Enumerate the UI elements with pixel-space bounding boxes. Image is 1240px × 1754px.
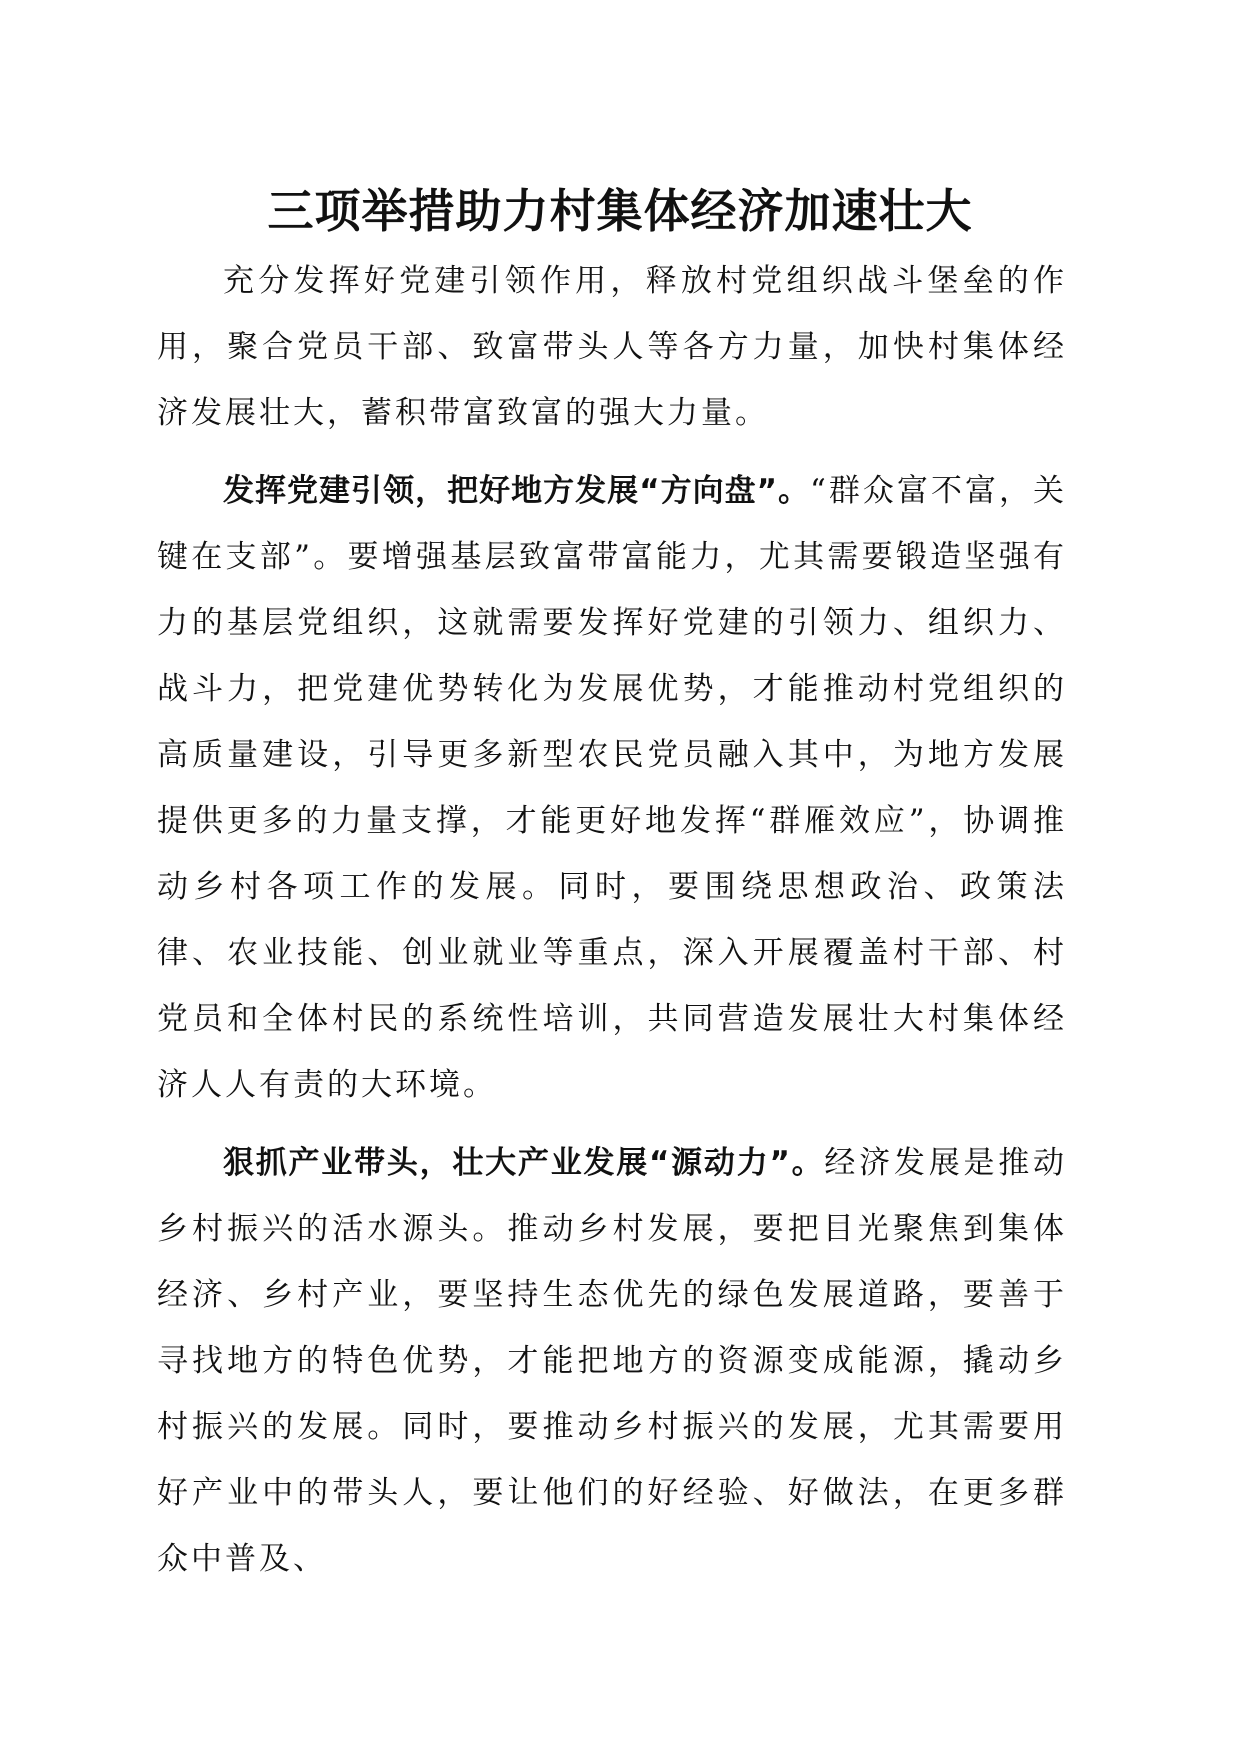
paragraph-industry [157,1130,1067,1592]
document-body [157,248,1067,1604]
paragraph-text: “群众富不富，关键在支部”。要增强基层致富带富能力，尤其需要锻造坚强有力的基层党组织，这就需要发挥好党建的引领力、组织力、战斗力，把党建优势转化为发展优势，才能推动村党组织的高质量建设，引导更多新型农民党员融入其中，为地方发展提供更多的力量支撑，才能更好地发挥“群雁效应”，协调推动乡村各项工作的发展。同时，要围绕思想政治、政策法律、农业技能、创业就业等重点，深入开展覆盖村干部、村党员和全体村民的系统性培训，共同营造发展壮大村集体经济人人有责的大环境。 [157,473,1067,1103]
paragraph-intro [157,248,1067,446]
paragraph-text: 经济发展是推动乡村振兴的活水源头。推动乡村发展，要把目光聚焦到集体经济、乡村产业，要坚持生态优先的绿色发展道路，要善于寻找地方的特色优势，才能把地方的资源变成能源，撬动乡村振兴的发展。同时，要推动乡村振兴的发展，尤其需要用好产业中的带头人，要让他们的好经验、好做法，在更多群众中普及、 [157,1145,1068,1577]
paragraph-lead-heading: 狠抓产业带头，壮大产业发展“源动力”。 [223,1145,825,1181]
paragraph-party-building [157,458,1067,1118]
paragraph-text: 充分发挥好党建引领作用，释放村党组织战斗堡垒的作用，聚合党员干部、致富带头人等各方力量，加快村集体经济发展壮大，蓄积带富致富的强大力量。 [157,263,1067,431]
paragraph-lead-heading: 发挥党建引领，把好地方发展“方向盘”。 [223,473,811,509]
document-title: 三项举措助力村集体经济加速壮大 [267,184,973,238]
